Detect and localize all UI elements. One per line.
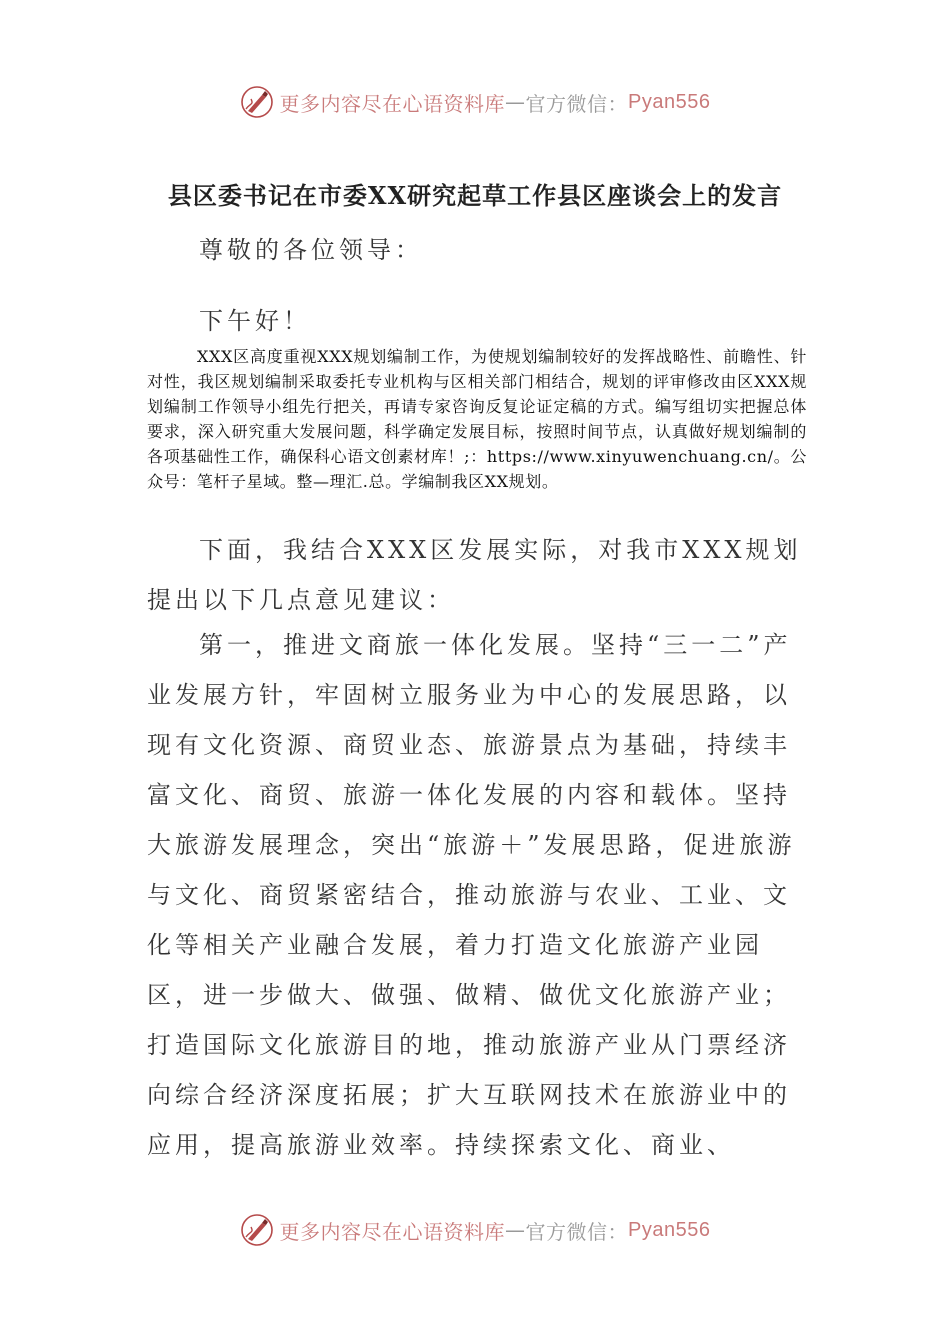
document-title: 县区委书记在市委XX研究起草工作县区座谈会上的发言 bbox=[167, 181, 783, 210]
watermark-text: 更多内容尽在心语资料库 bbox=[279, 1219, 506, 1244]
pen-nib-logo-icon bbox=[240, 1213, 274, 1247]
watermark-separator: — bbox=[505, 1218, 526, 1242]
watermark-wechat-id: Pyan556 bbox=[628, 90, 711, 113]
watermark-text: 更多内容尽在心语资料库 bbox=[279, 91, 506, 116]
greeting-line-1: 尊敬的各位领导： bbox=[199, 236, 423, 264]
watermark-wechat-label: 官方微信： bbox=[525, 1219, 629, 1244]
watermark-wechat-id: Pyan556 bbox=[628, 1218, 711, 1241]
paragraph-first-point: 第一，推进文商旅一体化发展。坚持“三一二”产业发展方针，牢固树立服务业为中心的发展思路，以现有文化资源、商贸业态、旅游景点为基础，持续丰富文化、商贸、旅游一体化发展的内容和载体。坚持大旅游发展理念，突出“旅游＋”发展思路，促进旅游与文化、商贸紧密结合，推动旅游与农业、工业、文化等相关产业融合发展，着力打造文化旅游产业园区，进一步做大、做强、做精、做优文化旅游产业；打造国际文化旅游目的地，推动旅游产业从门票经济向综合经济深度拓展；扩大互联网技术在旅游业中的应用，提高旅游业效率。持续探索文化、商业、 bbox=[147, 631, 796, 1159]
paragraph-intro: XXX区高度重视XXX规划编制工作，为使规划编制较好的发挥战略性、前瞻性、针对性，我区规划编制采取委托专业机构与区相关部门相结合，规划的评审修改由区XXX规划编制工作领导小组先行把关，再请专家咨询反复论证定稿的方式。编写组切实把握总体要求，深入研究重大发展问题，科学确定发展目标，按照时间节点，认真做好规划编制的各项基础性工作，确保科心语文创素材库！;：https://www.xinyuwenchuang.cn/。公众号：笔杆子星域。整—理汇.总。学编制我区XX规划。 bbox=[147, 347, 807, 491]
watermark-wechat-label: 官方微信： bbox=[525, 91, 629, 116]
paragraph-suggestions-intro: 下面，我结合XXX区发展实际，对我市XXX规划提出以下几点意见建议： bbox=[147, 536, 802, 614]
header-watermark bbox=[0, 82, 950, 122]
greeting-line-2: 下午好！ bbox=[199, 307, 311, 335]
footer-watermark bbox=[0, 1210, 950, 1250]
watermark-separator: — bbox=[505, 90, 526, 114]
pen-nib-logo-icon bbox=[240, 85, 274, 119]
